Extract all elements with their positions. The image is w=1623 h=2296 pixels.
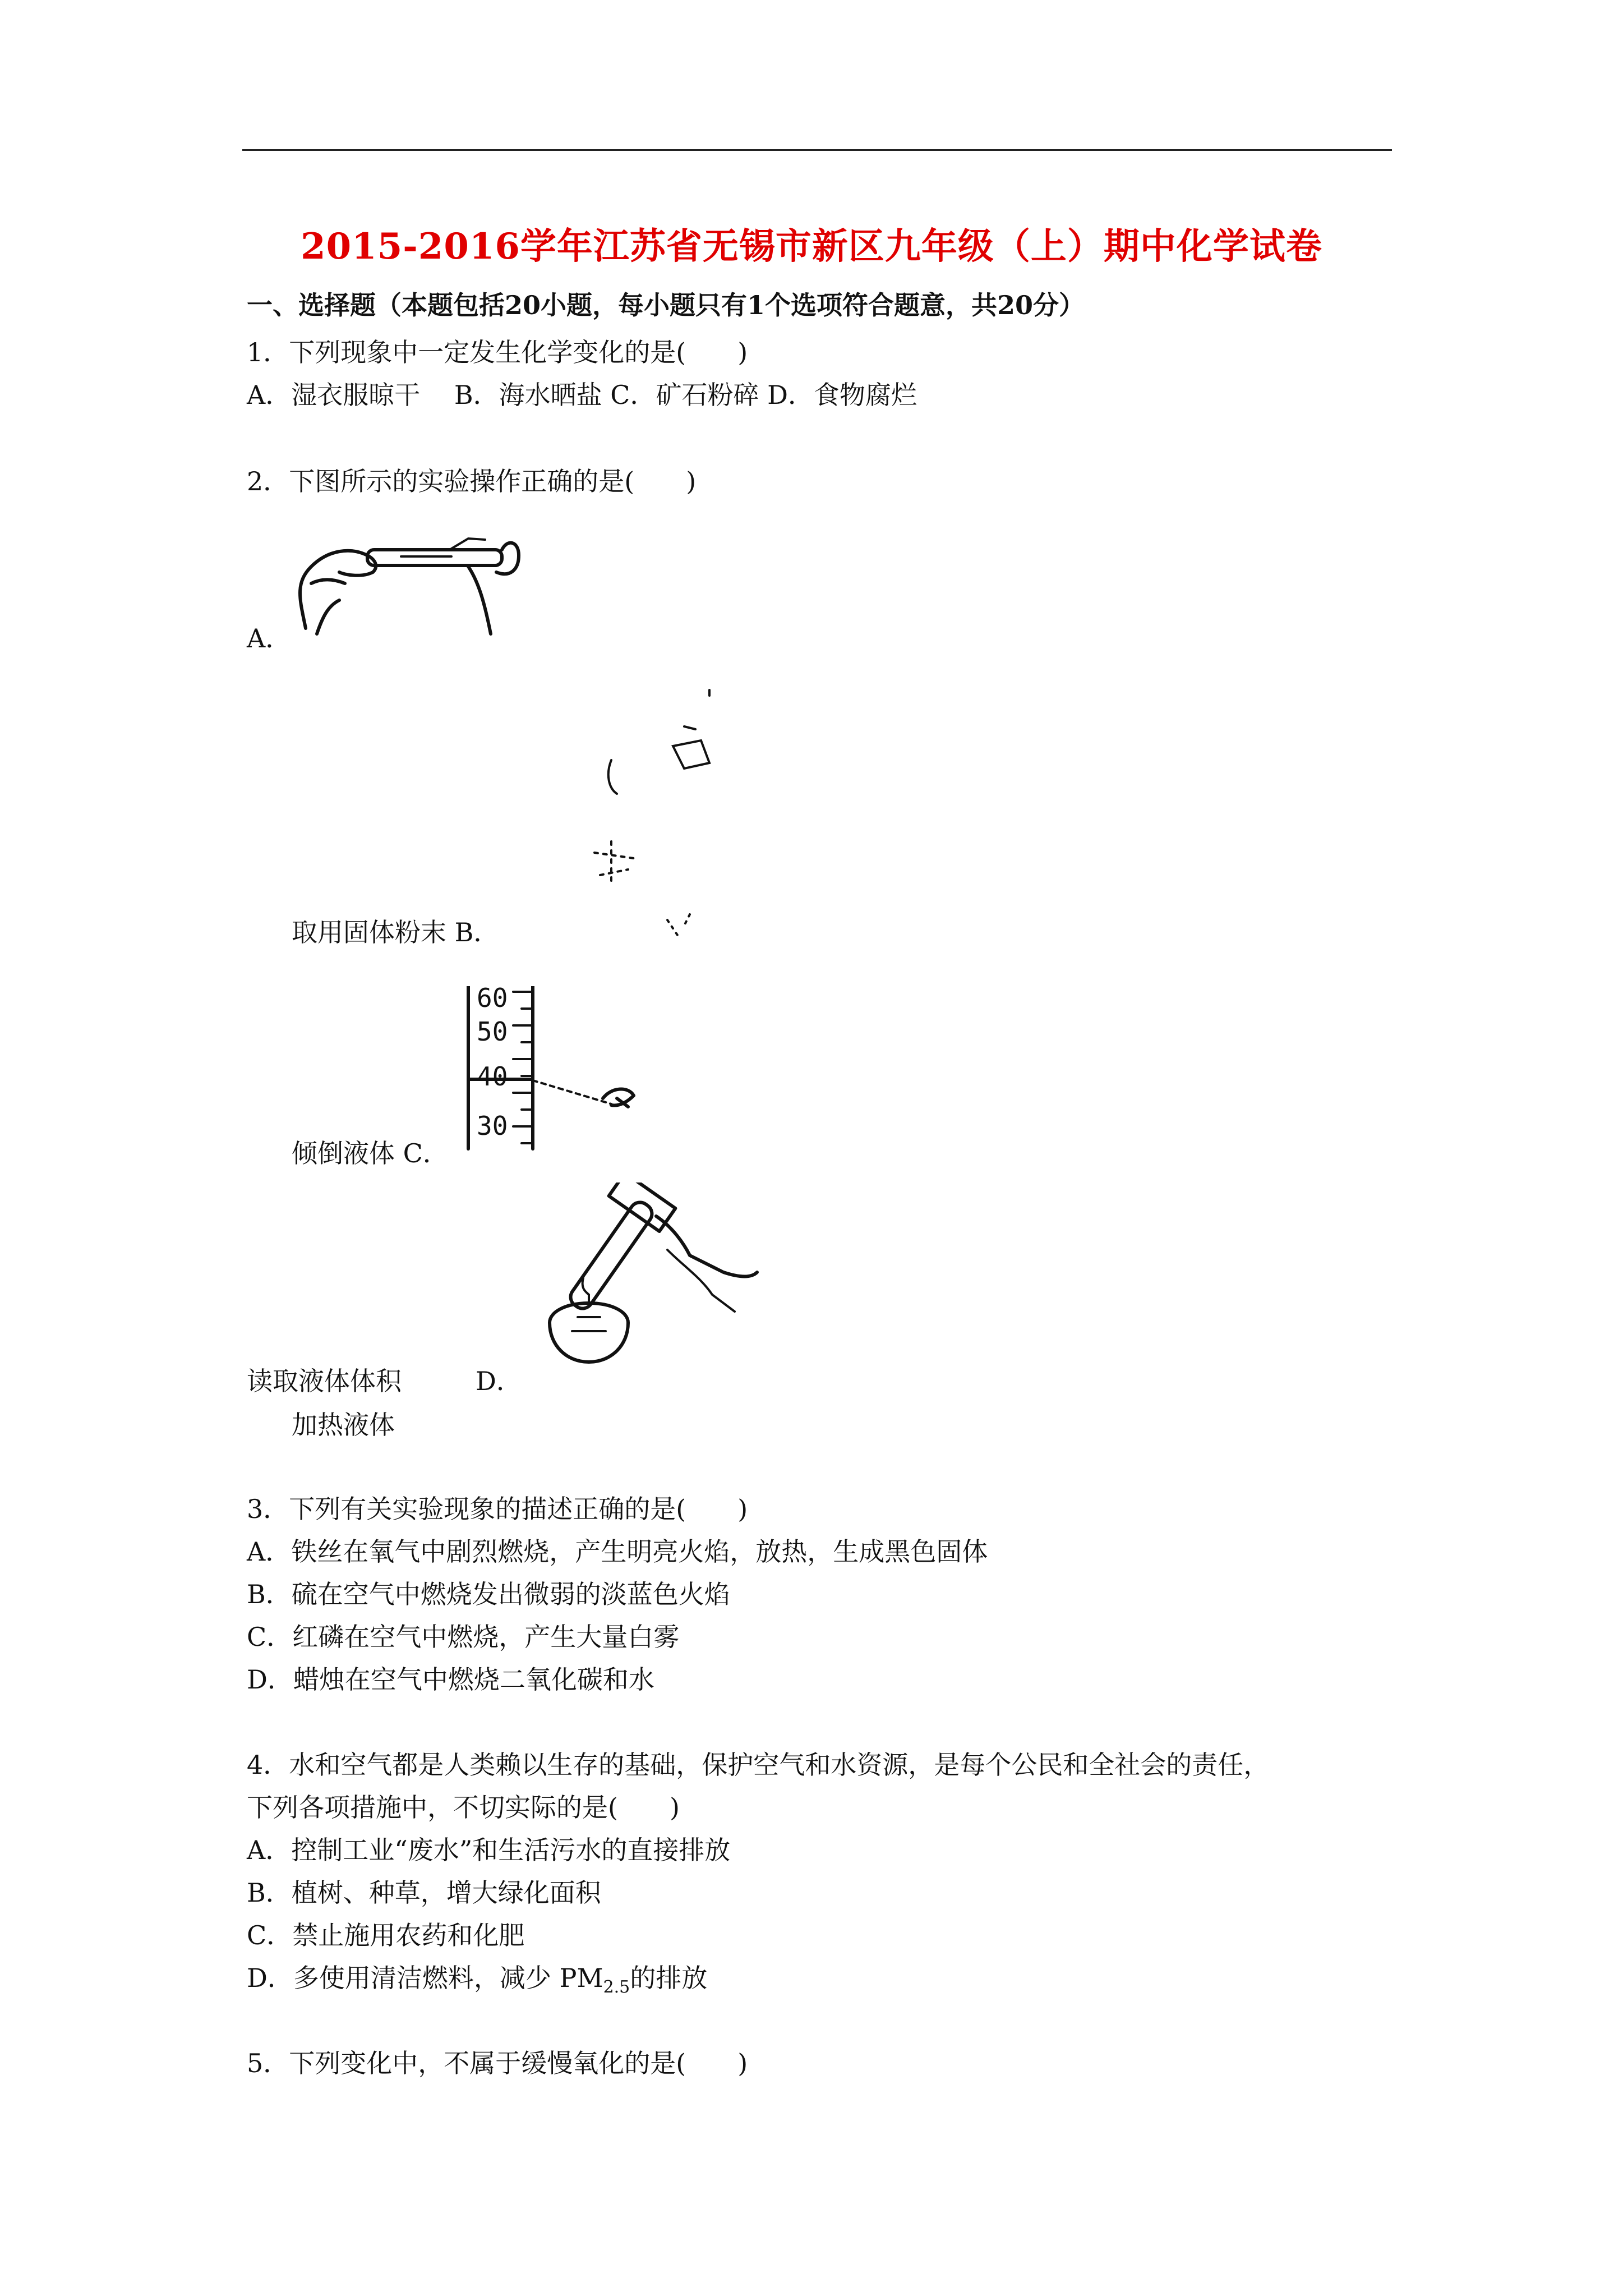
option-d-text: D．多使用清洁燃料，减少 PM [247, 1963, 603, 1993]
question-4-option-c: C．禁止施用农药和化肥 [247, 1920, 525, 1950]
question-3-option-d: D．蜡烛在空气中燃烧二氧化碳和水 [247, 1664, 654, 1695]
question-1-stem: 1．下列现象中一定发生化学变化的是( ) [247, 337, 748, 367]
question-2-stem: 2．下图所示的实验操作正确的是( ) [247, 466, 697, 496]
question-3-option-c: C．红磷在空气中燃烧，产生大量白雾 [247, 1622, 680, 1652]
option-a-label: A． [247, 623, 292, 654]
caption-c: 读取液体体积 [247, 1366, 402, 1396]
question-4-stem-line2: 下列各项措施中，不切实际的是( ) [247, 1792, 680, 1823]
question-4-option-a: A．控制工业“废水”和生活污水的直接排放 [247, 1835, 731, 1865]
question-3-option-a: A．铁丝在氧气中剧烈燃烧，产生明亮火焰，放热，生成黑色固体 [247, 1536, 988, 1567]
question-1-options: A．湿衣服晾干 B．海水晒盐 C．矿石粉碎 D．食物腐烂 [247, 380, 917, 410]
option-d-label: D． [476, 1366, 522, 1396]
question-4-option-b: B．植树、种草，增大绿化面积 [247, 1878, 601, 1908]
figure-graduated-cylinder [460, 983, 645, 1154]
caption-a: 取用固体粉末 B． [292, 917, 500, 947]
tick-60: 60 [477, 983, 508, 1013]
question-5-stem: 5．下列变化中，不属于缓慢氧化的是( ) [247, 2048, 748, 2078]
caption-d: 加热液体 [292, 1410, 395, 1440]
question-4-stem-line1: 4．水和空气都是人类赖以生存的基础，保护空气和水资源，是每个公民和全社会的责任， [247, 1750, 1270, 1780]
figure-pouring-liquid [516, 684, 751, 942]
page-title: 2015-2016学年江苏省无锡市新区九年级（上）期中化学试卷 [301, 226, 1322, 268]
caption-b: 倾倒液体 C． [292, 1138, 449, 1168]
pm-subscript: 2.5 [603, 1977, 630, 1997]
question-3-option-b: B．硫在空气中燃烧发出微弱的淡蓝色火焰 [247, 1579, 730, 1609]
question-3-stem: 3．下列有关实验现象的描述正确的是( ) [247, 1494, 748, 1524]
tick-50: 50 [477, 1016, 508, 1047]
tick-30: 30 [477, 1111, 508, 1141]
header-rule [242, 149, 1392, 151]
figure-heating-liquid [516, 1182, 763, 1396]
question-4-option-d [247, 1958, 707, 1997]
figure-powder-in-test-tube [283, 516, 530, 645]
section-heading: 一、选择题（本题包括20小题，每小题只有1个选项符合题意，共20分） [247, 290, 1085, 320]
tick-40: 40 [477, 1061, 508, 1092]
option-d-suffix: 的排放 [630, 1963, 708, 1993]
